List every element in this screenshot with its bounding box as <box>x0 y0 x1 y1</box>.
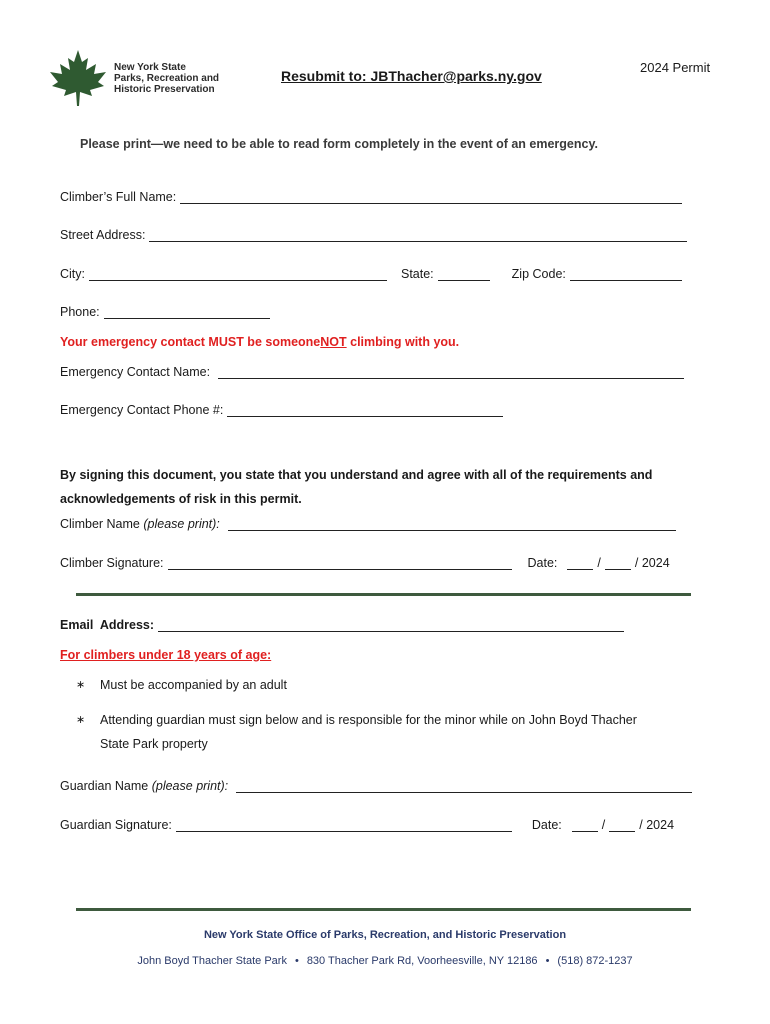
date-label: Date: <box>527 556 558 570</box>
agreement-line: acknowledgements of risk in this permit. <box>60 492 302 506</box>
guardian-date-label: Date: <box>531 818 562 832</box>
phone-row <box>60 305 270 319</box>
climber-full-name-field[interactable] <box>180 202 682 204</box>
date-year: / 2024 <box>634 556 670 570</box>
agreement-statement <box>60 463 652 511</box>
minors-heading-text: For climbers under 18 years of age: <box>60 648 272 662</box>
zip-label: Zip Code: <box>511 267 566 281</box>
footer-org: New York State Office of Parks, Recreation, and Historic Preservation <box>203 929 567 941</box>
print-notice: Please print—we need to be able to read form completely in the event of an emergency. <box>80 137 598 151</box>
emergency-name-row <box>60 365 684 379</box>
climber-full-name-row <box>60 190 682 204</box>
guardian-date-year: / 2024 <box>639 818 675 832</box>
climber-signature-label: Climber Signature: <box>60 556 164 570</box>
climber-signature-field[interactable] <box>168 568 512 570</box>
guardian-signature-row <box>60 818 674 832</box>
footer-contact <box>0 955 770 967</box>
permit-year: 2024 Permit <box>640 60 711 75</box>
email-row <box>60 618 624 632</box>
date-month-field[interactable] <box>567 568 593 570</box>
emergency-name-field[interactable] <box>218 377 684 379</box>
date-slash: / <box>597 556 601 570</box>
emergency-warning-not: NOT <box>320 335 347 349</box>
climber-name-field[interactable] <box>228 529 676 531</box>
city-field[interactable] <box>89 279 387 281</box>
state-field[interactable] <box>438 279 490 281</box>
agreement-line: By signing this document, you state that you understand and agree with all of the requirements and <box>60 468 653 482</box>
guardian-date-slash: / <box>601 818 606 832</box>
guardian-name-label: Guardian Name <box>60 779 152 793</box>
please-print-note: (please print): <box>143 517 220 531</box>
footer-bullet: • <box>545 955 550 967</box>
climber-name-label: Climber Name <box>60 517 144 531</box>
footer-address: 830 Thacher Park Rd, Voorheesville, NY 12186 <box>306 955 538 967</box>
street-address-label: Street Address: <box>60 228 146 242</box>
guardian-name-field[interactable] <box>236 791 692 793</box>
footer-phone: (518) 872-1237 <box>557 955 633 967</box>
bullet-text: Attending guardian must sign below and is responsible for the minor while on John Boyd Thacher <box>100 713 637 727</box>
emergency-warning-pre: Your emergency contact MUST be someone <box>60 335 321 349</box>
emergency-warning-post: climbing with you. <box>346 335 460 349</box>
climber-full-name-label: Climber’s Full Name: <box>60 190 177 204</box>
section-divider <box>76 593 691 596</box>
climber-name-row <box>60 517 676 531</box>
bullet-text: Must be accompanied by an adult <box>100 678 287 692</box>
footer-bullet: • <box>294 955 299 967</box>
footer-divider <box>76 908 691 911</box>
emergency-warning <box>60 335 459 349</box>
emergency-name-label: Emergency Contact Name: <box>60 365 211 379</box>
resubmit-email[interactable]: Resubmit to: JBThacher@parks.ny.gov <box>281 68 542 84</box>
email-label: Email Address: <box>60 618 155 632</box>
minors-heading <box>60 648 271 662</box>
emergency-phone-field[interactable] <box>227 415 503 417</box>
city-label: City: <box>60 267 85 281</box>
city-state-zip-row <box>60 267 682 281</box>
footer-park: John Boyd Thacher State Park <box>137 955 287 967</box>
phone-field[interactable] <box>104 317 270 319</box>
guardian-please-print-note: (please print): <box>151 779 229 793</box>
list-item <box>76 678 287 692</box>
list-item <box>76 708 637 756</box>
guardian-signature-field[interactable] <box>176 830 512 832</box>
logo-wordmark <box>114 62 219 95</box>
guardian-signature-label: Guardian Signature: <box>60 818 172 832</box>
guardian-date-day-field[interactable] <box>609 830 635 832</box>
guardian-name-row <box>60 779 692 793</box>
bullet-glyph: ∗ <box>76 714 86 726</box>
street-address-row <box>60 228 687 242</box>
emergency-phone-label: Emergency Contact Phone #: <box>60 403 224 417</box>
climber-signature-row <box>60 556 670 570</box>
logo-line: New York State <box>114 61 186 73</box>
guardian-date-month-field[interactable] <box>572 830 598 832</box>
bullet-text: State Park property <box>100 737 208 751</box>
phone-label: Phone: <box>60 305 100 319</box>
zip-field[interactable] <box>570 279 682 281</box>
email-field[interactable] <box>158 630 624 632</box>
street-address-field[interactable] <box>149 240 687 242</box>
maple-leaf-icon <box>46 48 110 108</box>
bullet-glyph: ∗ <box>76 679 86 691</box>
date-day-field[interactable] <box>605 568 631 570</box>
logo-line: Historic Preservation <box>114 83 215 95</box>
logo-line: Parks, Recreation and <box>114 72 220 84</box>
emergency-phone-row <box>60 403 503 417</box>
nys-parks-logo <box>46 48 219 108</box>
state-label: State: <box>401 267 434 281</box>
